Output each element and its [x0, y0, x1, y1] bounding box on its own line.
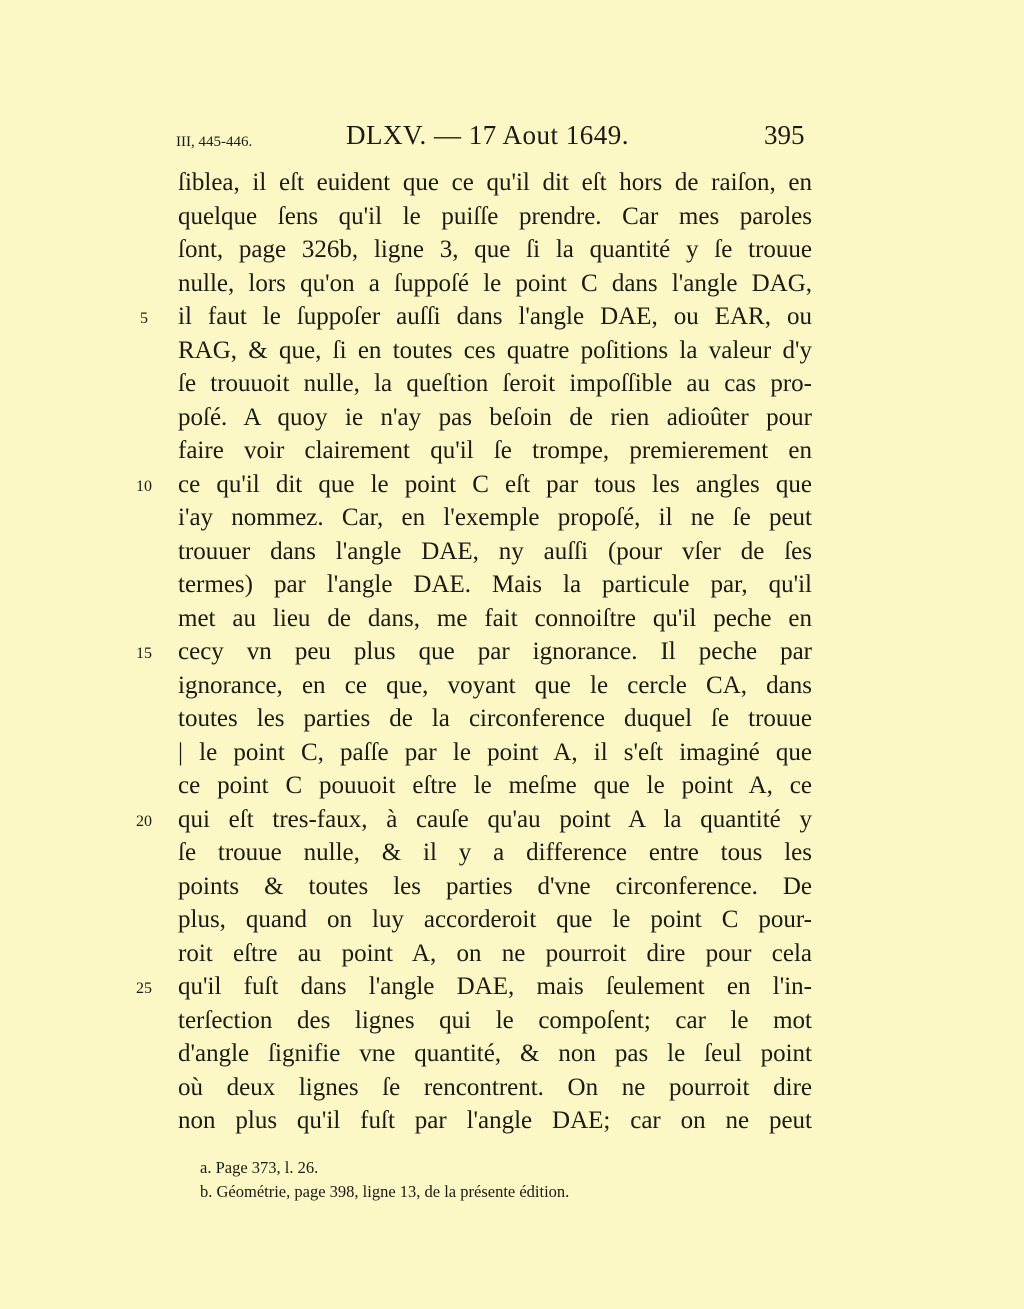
- text-line: [178, 434, 812, 468]
- body-text: [136, 166, 812, 1138]
- text-line: [178, 702, 812, 736]
- line-text: termes) par l'angle DAE. Mais la particule par, qu'il: [178, 571, 812, 598]
- running-header: [0, 118, 1024, 158]
- page-number: 395: [764, 120, 805, 150]
- line-text: qu'il fuſt dans l'angle DAE, mais ſeulement en l'in-: [178, 973, 812, 1000]
- line-text: faire voir clairement qu'il ſe trompe, premierement en: [178, 437, 812, 464]
- line-text: terſection des lignes qui le compoſent; car le mot: [178, 1006, 812, 1034]
- text-line: [178, 602, 812, 636]
- line-text: trouuer dans l'angle DAE, ny auſſi (pour vſer de ſes: [178, 537, 812, 565]
- text-line: [178, 501, 812, 535]
- line-text: poſé. A quoy ie n'ay pas beſoin de rien adioûter pour: [178, 403, 812, 431]
- text-line: [178, 769, 812, 803]
- line-text: i'ay nommez. Car, en l'exemple propoſé, il ne ſe peut: [178, 504, 812, 531]
- text-line: [140, 300, 812, 334]
- line-text: RAG, & que, ſi en toutes ces quatre poſitions la valeur d'y: [178, 336, 812, 364]
- line-text: points & toutes les parties d'vne circonference. De: [178, 872, 812, 900]
- text-line: [136, 468, 812, 502]
- text-line: [178, 836, 812, 870]
- text-line: [178, 267, 812, 301]
- text-line: [136, 635, 812, 669]
- line-text: toutes les parties de la circonference duquel ſe trouue: [178, 705, 812, 732]
- line-text: ſont, page 326b, ligne 3, que ſi la quantité y ſe trouue: [178, 236, 812, 263]
- text-line: [178, 937, 812, 971]
- line-text: où deux lignes ſe rencontrent. On ne pourroit dire: [178, 1073, 812, 1101]
- line-text: nulle, lors qu'on a ſuppoſé le point C dans l'angle DAG,: [178, 269, 812, 297]
- text-line: [178, 334, 812, 368]
- text-line: [136, 803, 812, 837]
- text-line: [178, 568, 812, 602]
- line-text: ſiblea, il eſt euident que ce qu'il dit eſt hors de raiſon, en: [178, 169, 812, 196]
- text-line: [178, 200, 812, 234]
- text-line: [178, 535, 812, 569]
- line-text: il faut le ſuppoſer auſſi dans l'angle DAE, ou EAR, ou: [178, 303, 812, 330]
- line-number: 20: [136, 812, 152, 830]
- line-number: 5: [140, 310, 148, 327]
- line-text: met au lieu de dans, me fait connoiſtre qu'il peche en: [178, 604, 812, 632]
- line-text: plus, quand on luy accorderoit que le point C pour-: [178, 906, 812, 933]
- footnote-a: a. Page 373, l. 26.: [200, 1158, 319, 1177]
- volume-reference: III, 445-446.: [176, 134, 253, 150]
- text-line: [178, 1071, 812, 1105]
- line-text: roit eſtre au point A, on ne pourroit dire pour cela: [178, 939, 812, 967]
- text-line: [178, 233, 812, 267]
- line-text: ſe trouue nulle, & il y a difference entre tous les: [178, 839, 812, 866]
- line-text: non plus qu'il fuſt par l'angle DAE; car on ne peut: [178, 1107, 812, 1134]
- line-text: quelque ſens qu'il le puiſſe prendre. Car mes paroles: [178, 202, 812, 230]
- line-number: 15: [136, 645, 152, 662]
- text-line: [178, 1004, 812, 1038]
- text-line: [178, 367, 812, 401]
- text-line: [178, 903, 812, 937]
- line-number: 10: [136, 477, 152, 495]
- text-line: [178, 1104, 812, 1138]
- footnote-b: b. Géométrie, page 398, ligne 13, de la présente édition.: [200, 1182, 570, 1201]
- text-line: [178, 401, 812, 435]
- text-line: [178, 870, 812, 904]
- line-text: qui eſt tres-faux, à cauſe qu'au point A la quantité y: [178, 805, 812, 833]
- line-text: ſe trouuoit nulle, la queſtion ſeroit impoſſible au cas pro-: [178, 370, 812, 397]
- letter-title: DLXV. — 17 Aout 1649.: [346, 120, 630, 150]
- text-line: [178, 166, 812, 200]
- text-line: [178, 669, 812, 703]
- line-text: d'angle ſignifie vne quantité, & non pas le ſeul point: [178, 1040, 812, 1067]
- line-text: cecy vn peu plus que par ignorance. Il peche par: [178, 638, 812, 665]
- text-line: [178, 1037, 812, 1071]
- line-text: ignorance, en ce que, voyant que le cercle CA, dans: [178, 671, 812, 699]
- text-line: [136, 970, 812, 1004]
- line-text: ce point C pouuoit eſtre le meſme que le point A, ce: [178, 772, 812, 799]
- footnotes: [200, 1156, 820, 1204]
- line-text: ce qu'il dit que le point C eſt par tous les angles que: [178, 470, 812, 498]
- line-number: 25: [136, 980, 152, 997]
- line-text: | le point C, paſſe par le point A, il s'eſt imaginé que: [178, 738, 812, 766]
- text-line: [178, 736, 812, 770]
